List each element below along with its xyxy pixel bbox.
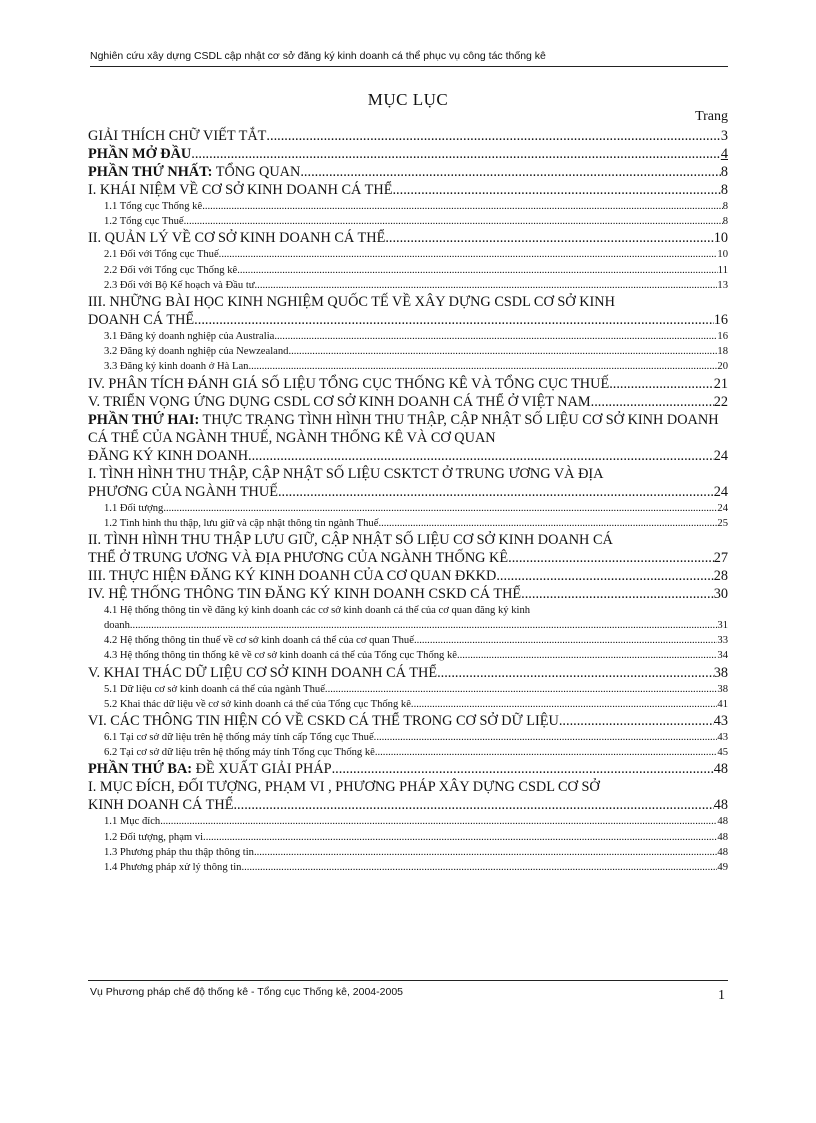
toc-entry-title: 5.1 Dữ liệu cơ sở kinh doanh cá thể của ngành Thuế — [104, 683, 325, 695]
toc-entry-text — [88, 567, 496, 585]
toc-entry[interactable] — [88, 181, 728, 199]
toc-entry-text — [104, 278, 255, 293]
toc-entry-text — [104, 860, 241, 875]
toc-page-number: 18 — [717, 346, 728, 358]
toc-entry-title: 6.1 Tại cơ sở dữ liệu trên hệ thống máy tính cấp Tổng cục Thuế — [104, 732, 374, 744]
dot-leader — [392, 181, 720, 199]
dot-leader — [248, 359, 717, 374]
toc-subentry[interactable] — [88, 344, 728, 359]
toc-subentry[interactable] — [88, 697, 728, 712]
toc-page-number: 8 — [720, 182, 728, 198]
toc-entry-text — [88, 664, 437, 682]
toc-entry-title: 5.2 Khai thác dữ liệu về cơ sở kinh doanh cá thể của Tổng cục Thống kê — [104, 698, 411, 710]
toc-subentry[interactable] — [88, 278, 728, 293]
dot-leader — [241, 860, 717, 875]
dot-leader — [414, 633, 717, 648]
toc-entry[interactable] — [88, 778, 728, 796]
dot-leader — [160, 814, 717, 829]
toc-entry-text — [88, 712, 559, 730]
dot-leader — [300, 163, 721, 181]
toc-page-number: 3 — [720, 128, 728, 144]
toc-entry-title: 4.1 Hệ thống thông tin về đăng ký kinh doanh các cơ sở kinh doanh cá thể của cơ quan đăng ký kinh — [104, 604, 531, 616]
toc-subentry[interactable] — [88, 730, 728, 745]
dot-leader — [202, 199, 723, 214]
toc-page-number: 33 — [717, 635, 728, 647]
toc-entry-title: 4.2 Hệ thống thông tin thuế về cơ sở kinh doanh cá thể của cơ quan Thuế — [104, 635, 414, 647]
dot-leader — [278, 483, 714, 501]
dot-leader — [266, 127, 720, 145]
toc-entry-title: THỂ Ở TRUNG ƯƠNG VÀ ĐỊA PHƯƠNG CỦA NGÀNH THỐNG KÊ — [88, 549, 509, 566]
toc-entry-text — [88, 294, 615, 310]
toc-entry-title: 3.1 Đăng ký doanh nghiệp của Australia — [104, 330, 275, 342]
table-of-contents — [88, 127, 728, 875]
toc-entry-part-label: PHẦN THỨ NHẤT: — [88, 164, 213, 180]
toc-entry-text — [104, 501, 163, 516]
dot-leader — [385, 229, 713, 247]
toc-entry-title: II. TÌNH HÌNH THU THẬP LƯU GIỮ, CẬP NHẬT SỐ LIỆU CƠ SỞ KINH DOANH CÁ — [88, 531, 613, 548]
dot-leader — [203, 830, 717, 845]
toc-page-number: 25 — [717, 517, 728, 529]
toc-entry-title: V. TRIỂN VỌNG ỨNG DỤNG CSDL CƠ SỞ KINH DOANH CÁ THỂ Ở VIỆT NAM — [88, 393, 591, 410]
dot-leader — [378, 516, 717, 531]
toc-subentry[interactable] — [88, 860, 728, 875]
dot-leader — [496, 567, 713, 585]
toc-entry-text — [104, 329, 274, 344]
toc-entry-title: 1.4 Phương pháp xử lý thông tin — [104, 861, 242, 873]
toc-entry-title: 1.2 Đối tượng, phạm vi — [104, 831, 204, 843]
toc-entry[interactable] — [88, 293, 728, 311]
toc-page-number: 43 — [713, 713, 728, 730]
toc-entry-title: 2.1 Đối với Tổng cục Thuế — [104, 249, 219, 261]
toc-entry[interactable] — [88, 311, 728, 329]
toc-entry-text — [88, 375, 609, 393]
dot-leader — [332, 760, 714, 778]
toc-page-number: 8 — [722, 201, 728, 212]
toc-page-number: 16 — [713, 311, 728, 328]
toc-entry-text — [104, 648, 457, 663]
dot-leader — [184, 214, 723, 229]
toc-page-number: 4 — [720, 146, 728, 162]
dot-leader — [521, 585, 714, 603]
toc-entry-text — [104, 730, 374, 745]
toc-entry[interactable] — [88, 585, 728, 603]
toc-entry-text — [88, 145, 191, 163]
toc-entry-text — [88, 447, 248, 465]
toc-entry-title: III. THỰC HIỆN ĐĂNG KÝ KINH DOANH CỦA CƠ QUAN ĐKKD — [88, 567, 497, 584]
toc-entry-title: I. TÌNH HÌNH THU THẬP, CẬP NHẬT SỐ LIỆU CSKTCT Ở TRUNG ƯƠNG VÀ ĐỊA — [88, 465, 604, 482]
toc-entry-text — [104, 845, 254, 860]
dot-leader — [130, 618, 718, 633]
toc-entry[interactable] — [88, 549, 728, 567]
toc-entry-text — [88, 412, 719, 446]
toc-entry-text — [88, 466, 603, 482]
toc-entry-text — [104, 830, 203, 845]
toc-entry-text — [88, 229, 385, 247]
toc-entry-text — [88, 532, 613, 548]
toc-page-number: 43 — [717, 732, 728, 744]
toc-entry[interactable] — [88, 664, 728, 682]
toc-entry-title: 2.3 Đối với Bộ Kế hoạch và Đầu tư — [104, 279, 255, 291]
toc-entry-title: 1.1 Đối tượng — [104, 502, 164, 514]
toc-entry-text — [104, 214, 184, 229]
toc-subentry[interactable] — [88, 830, 728, 845]
dot-leader — [248, 447, 714, 465]
toc-entry-text — [104, 516, 378, 531]
toc-entry-title: 1.1 Mục đích — [104, 816, 161, 828]
toc-entry-part-label: PHẦN THỨ BA: — [88, 761, 193, 778]
toc-page-number: 38 — [713, 664, 728, 681]
toc-entry[interactable] — [88, 145, 728, 163]
toc-entry-title: 3.3 Đăng ký kinh doanh ở Hà Lan — [104, 361, 249, 373]
toc-page-number: 11 — [717, 264, 728, 276]
toc-page-number: 10 — [713, 230, 728, 247]
toc-subentry[interactable] — [88, 682, 728, 697]
toc-entry-title: IV. HỆ THỐNG THÔNG TIN ĐĂNG KÝ KINH DOANH CSKD CÁ THỂ — [88, 585, 522, 602]
page-number: 1 — [718, 988, 725, 1003]
toc-entry-text — [88, 796, 233, 814]
dot-leader — [559, 712, 714, 730]
dot-leader — [411, 697, 717, 712]
toc-entry[interactable] — [88, 127, 728, 145]
toc-subentry[interactable] — [88, 214, 728, 229]
toc-entry-title: TỔNG QUAN — [212, 164, 301, 180]
toc-subentry[interactable] — [88, 501, 728, 516]
toc-entry-text — [104, 697, 411, 712]
toc-page-number: 48 — [717, 816, 728, 828]
dot-leader — [219, 247, 718, 262]
toc-page-number: 34 — [717, 650, 728, 662]
toc-subentry[interactable] — [88, 618, 728, 633]
dot-leader — [591, 393, 714, 411]
toc-entry-text — [104, 199, 202, 214]
toc-subentry[interactable] — [88, 199, 728, 214]
toc-page-number: 13 — [717, 279, 728, 291]
toc-entry-text — [104, 359, 248, 374]
toc-entry-title: I. MỤC ĐÍCH, ĐỐI TƯỢNG, PHẠM VI , PHƯƠNG PHÁP XÂY DỰNG CSDL CƠ SỞ — [88, 779, 600, 796]
toc-page-number: 24 — [717, 502, 728, 514]
toc-page-number: 41 — [717, 698, 728, 710]
toc-entry-title: 4.3 Hệ thống thông tin thống kê về cơ sở kinh doanh cá thể của Tổng cục Thống kê — [104, 650, 457, 662]
dot-leader — [191, 145, 721, 163]
toc-page-number: 16 — [717, 330, 728, 342]
toc-entry-title: IV. PHÂN TÍCH ĐÁNH GIÁ SỐ LIỆU TỔNG CỤC THỐNG KÊ VÀ TỔNG CỤC THUẾ — [88, 375, 610, 392]
toc-entry-text — [88, 483, 278, 501]
toc-page-number: 8 — [720, 164, 728, 180]
toc-entry-text — [104, 633, 414, 648]
dot-leader — [255, 278, 718, 293]
toc-entry[interactable] — [88, 411, 728, 447]
toc-entry-title: 1.1 Tổng cục Thống kê — [104, 201, 203, 212]
toc-entry-title: I. KHÁI NIỆM VỀ CƠ SỞ KINH DOANH CÁ THỂ — [88, 182, 393, 198]
toc-page-number: 31 — [717, 620, 728, 632]
toc-page-number: 28 — [713, 567, 728, 584]
dot-leader — [163, 501, 717, 516]
toc-page-number: 22 — [713, 393, 728, 410]
toc-entry[interactable] — [88, 531, 728, 549]
toc-entry-title: KINH DOANH CÁ THỂ — [88, 797, 234, 814]
toc-entry-text — [88, 760, 332, 778]
toc-entry[interactable] — [88, 447, 728, 465]
toc-page-number: 48 — [717, 831, 728, 843]
dot-leader — [288, 344, 717, 359]
header-divider — [90, 66, 728, 67]
toc-subentry[interactable] — [88, 745, 728, 760]
toc-entry-title: THỰC TRẠNG TÌNH HÌNH THU THẬP, CẬP NHẬT SỐ LIỆU CƠ SỞ KINH DOANH CÁ THỂ CỦA NGÀNH THUẾ, NGÀNH THỐNG KÊ VÀ CƠ QUAN — [88, 411, 719, 446]
toc-page-number: 27 — [713, 549, 728, 566]
toc-entry-part-label: PHẦN MỞ ĐẦU — [88, 146, 192, 162]
toc-entry[interactable] — [88, 760, 728, 778]
dot-leader — [194, 311, 714, 329]
toc-subentry[interactable] — [88, 516, 728, 531]
toc-entry-title: 2.2 Đối với Tổng cục Thống kê — [104, 264, 238, 276]
toc-subentry[interactable] — [88, 814, 728, 829]
toc-page-number: 10 — [717, 249, 728, 261]
toc-entry-title: GIẢI THÍCH CHỮ VIẾT TẮT — [88, 128, 267, 144]
toc-entry[interactable] — [88, 796, 728, 814]
toc-entry-part-label: PHẦN THỨ HAI: — [88, 411, 200, 428]
toc-entry-title: III. NHỮNG BÀI HỌC KINH NGHIỆM QUỐC TẾ VỀ XÂY DỰNG CSDL CƠ SỞ KINH — [88, 293, 615, 310]
toc-entry-title: II. QUẢN LÝ VỀ CƠ SỞ KINH DOANH CÁ THỂ — [88, 230, 386, 247]
toc-entry-title: 1.2 Tình hình thu thập, lưu giữ và cập nhật thông tin ngành Thuế — [104, 517, 379, 529]
page-header: Nghiên cứu xây dựng CSDL cập nhật cơ sở đăng ký kinh doanh cá thể phục vụ công tác thống kê — [90, 50, 546, 62]
dot-leader — [375, 745, 718, 760]
toc-entry[interactable] — [88, 567, 728, 585]
page-column-label: Trang — [695, 109, 728, 124]
toc-entry[interactable] — [88, 163, 728, 181]
toc-entry-text — [88, 393, 591, 411]
toc-page-number: 30 — [713, 585, 728, 602]
dot-leader — [374, 730, 718, 745]
toc-page-number: 38 — [717, 683, 728, 695]
page-title: MỤC LỤC — [367, 90, 449, 109]
toc-page-number: 24 — [713, 483, 728, 500]
dot-leader — [325, 682, 717, 697]
toc-entry[interactable] — [88, 375, 728, 393]
dot-leader — [237, 263, 718, 278]
toc-entry[interactable] — [88, 229, 728, 247]
toc-entry-title: 3.2 Đăng ký doanh nghiệp của Newzealand — [104, 346, 289, 358]
toc-entry-text — [104, 344, 288, 359]
toc-page-number: 48 — [713, 797, 728, 814]
page-footer: Vụ Phương pháp chế độ thống kê - Tổng cục Thống kê, 2004-2005 — [90, 986, 404, 998]
toc-entry-text — [104, 814, 160, 829]
toc-subentry[interactable] — [88, 329, 728, 344]
toc-entry-text — [88, 181, 392, 199]
toc-entry-text — [104, 618, 130, 633]
toc-entry[interactable] — [88, 712, 728, 730]
dot-leader — [457, 648, 717, 663]
toc-entry-text — [88, 127, 266, 145]
toc-page-number: 49 — [717, 861, 728, 873]
dot-leader — [233, 796, 713, 814]
toc-page-number: 48 — [717, 846, 728, 858]
toc-entry-text — [88, 311, 194, 329]
toc-page-number: 48 — [713, 761, 728, 778]
footer-divider — [88, 980, 728, 981]
toc-entry-text — [104, 682, 325, 697]
toc-page-number: 45 — [717, 747, 728, 759]
dot-leader — [437, 664, 714, 682]
toc-subentry[interactable] — [88, 359, 728, 374]
toc-subentry[interactable] — [88, 263, 728, 278]
dot-leader — [254, 845, 717, 860]
toc-entry-text — [88, 779, 600, 795]
toc-page-number: 21 — [713, 375, 728, 392]
dot-leader — [609, 375, 714, 393]
toc-entry-text — [104, 263, 237, 278]
toc-entry-title: V. KHAI THÁC DỮ LIỆU CƠ SỞ KINH DOANH CÁ THỂ — [88, 664, 438, 681]
toc-entry-text — [88, 549, 508, 567]
dot-leader — [274, 329, 717, 344]
toc-entry-text — [104, 247, 219, 262]
toc-entry-text — [88, 585, 521, 603]
toc-entry-title: 1.3 Phương pháp thu thập thông tin — [104, 846, 254, 858]
toc-entry-title: PHƯƠNG CỦA NGÀNH THUẾ — [88, 483, 278, 500]
toc-entry[interactable] — [88, 483, 728, 501]
toc-subentry[interactable] — [88, 845, 728, 860]
toc-entry-title: doanh — [104, 620, 130, 632]
toc-entry-title: 1.2 Tổng cục Thuế — [104, 216, 184, 228]
toc-entry[interactable] — [88, 393, 728, 411]
toc-entry-title: ĐĂNG KÝ KINH DOANH — [88, 447, 249, 464]
toc-entry-text — [88, 163, 300, 181]
toc-page-number: 8 — [722, 216, 728, 228]
dot-leader — [508, 549, 714, 567]
toc-entry-text — [104, 605, 530, 616]
toc-entry-title: DOANH CÁ THỂ — [88, 311, 195, 328]
toc-entry-text — [104, 745, 375, 760]
toc-subentry[interactable] — [88, 247, 728, 262]
toc-subentry[interactable] — [88, 633, 728, 648]
toc-page-number: 24 — [713, 447, 728, 464]
toc-entry-title: VI. CÁC THÔNG TIN HIỆN CÓ VỀ CSKD CÁ THỂ TRONG CƠ SỞ DỮ LIỆU — [88, 713, 559, 730]
toc-subentry[interactable] — [88, 648, 728, 663]
toc-subentry[interactable] — [88, 603, 728, 618]
toc-entry[interactable] — [88, 465, 728, 483]
toc-entry-title: 6.2 Tại cơ sở dữ liệu trên hệ thống máy tính Tổng cục Thống kê — [104, 747, 375, 759]
toc-page-number: 20 — [717, 361, 728, 373]
toc-entry-title: ĐỀ XUẤT GIẢI PHÁP — [192, 761, 332, 778]
